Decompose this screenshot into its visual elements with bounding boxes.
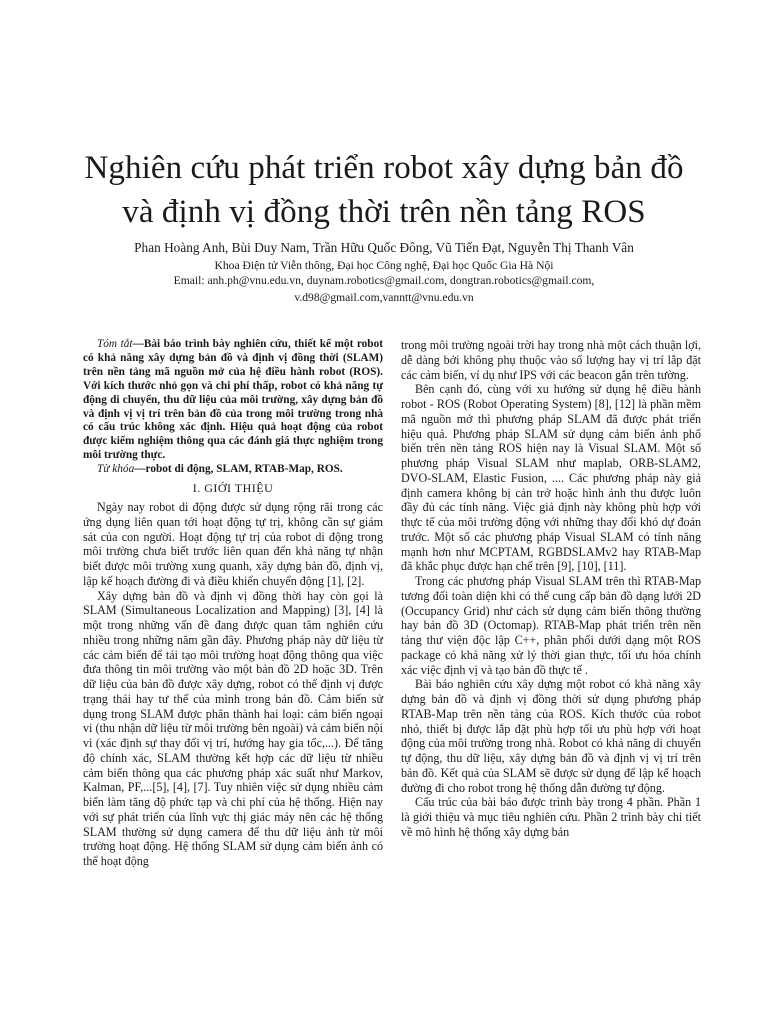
author-list: Phan Hoàng Anh, Bùi Duy Nam, Trần Hữu Quốc Đông, Vũ Tiến Đạt, Nguyễn Thị Thanh Vân (134, 240, 634, 255)
email-line-1: Email: anh.ph@vnu.edu.vn, duynam.robotics@gmail.com, dongtran.robotics@gmail.com, (173, 274, 595, 287)
email-line-2: v.d98@gmail.com,vanntt@vnu.edu.vn (294, 291, 474, 304)
paragraph: Ngày nay robot di động được sử dụng rộng rãi trong các ứng dụng liên quan tới hoạt động tự trị, không cần sự giám sát của con người. Hoạt động tự trị của robot di động trong môi trường chưa biết trước liên quan đến khả năng tự nhận biết được môi trường xung quanh, xây dựng bản đồ, định vị, lập kế hoạch đường đi và điều khiển chuyển động [1], [2]. (83, 500, 383, 588)
abstract (83, 338, 383, 463)
keywords (83, 463, 383, 477)
abstract-lead: Tóm tắt (97, 338, 133, 350)
keywords-lead: Từ khóa (97, 463, 135, 476)
paragraph: Xây dựng bản đồ và định vị đồng thời hay còn gọi là SLAM (Simultaneous Localization and Mapping) [3], [4] là một trong những vấn đề đang được quan tâm nghiên cứu nhiều trong những năm gần đây. Phương pháp này dữ liệu từ các cảm biến để tái tạo môi trường hoạt động thông qua việc đưa thông tin môi trường vào một bản đồ 2D hoặc 3D. Trên dữ liệu của bản đồ được xây dựng, robot có thể định vị được trạng thái hay tư thế của mình trong bản đồ. Cảm biến sử dụng trong SLAM được phân thành hai loại: cảm biến ngoại vi (thu nhận dữ liệu từ môi trường bên ngoài) và cảm biến nội vi (xác định sự thay đổi vị trí, hướng hay gia tốc,...). Để tăng độ chính xác, SLAM thường kết hợp các dữ liệu từ nhiều cảm biến thông qua các phương pháp xác suất như Markov, Kalman, PF,...[5], [4], [7]. Tuy nhiên việc sử dụng nhiều cảm biến làm tăng độ phức tạp và chi phí của hệ thống. Hiện nay với sự phát triển của lĩnh vực thị giác máy nên các hệ thống SLAM thường sử dụng camera để thu dữ liệu ảnh từ môi trường hoạt động. Hệ thống SLAM sử dụng cảm biến ảnh có thể hoạt động (83, 588, 383, 869)
paragraph: Bài báo nghiên cứu xây dựng một robot có khả năng xây dựng bản đồ và định vị đồng thời sử dụng phương pháp RTAB-Map trên nền tảng của ROS. Kích thước của robot nhỏ, thiết bị được lắp đặt phù hợp tối ưu phù hợp với hoạt động của môi trường trong nhà. Robot có khả năng di chuyển tự động, thu dữ liệu, xây dựng bản đồ và định vị vị trí trên bản đồ. Kết quả của SLAM sẽ được sử dụng để lập kế hoạch đường đi cho robot trong hệ thống dẫn đường tự động. (401, 677, 701, 795)
email-block (40, 272, 728, 306)
abstract-text: —Bài báo trình bày nghiên cứu, thiết kế một robot có khả năng xây dựng bản đồ và định vị đồng thời (SLAM) trên nền tảng mã nguồn mở của hệ điều hành robot (ROS). Với kích thước nhỏ gọn và chi phí thấp, robot có khả năng tự động di chuyển, thu dữ liệu của môi trường, xây dựng bản đồ và định vị vị trí trên bản đồ của trong môi trường trong nhà có cấu trúc không xác định. Hiệu quả hoạt động của robot được kiểm nghiệm thông qua các đánh giá thực nghiệm trong môi trường thực. (83, 338, 383, 462)
paragraph: Bên cạnh đó, cùng với xu hướng sử dụng hệ điều hành robot - ROS (Robot Operating System) [8], [12] là phần mềm mã nguồn mở thì phương pháp SLAM đã được phát triển hiệu quả. Phương pháp SLAM sử dụng cảm biến ảnh phổ biến trên nền tảng ROS hiện nay là Visual SLAM. Một số phương pháp Visual SLAM như maplab, ORB-SLAM2, DVO-SLAM, Elastic Fusion, .... Các phương pháp này giả định camera không bị cản trở hoặc hình ảnh thu được luôn đầy đủ các tính năng. Việc giả định này không phù hợp với thực tế của môi trường động với những thay đổi khó dự đoán trước. Một số các phương pháp Visual SLAM có tính năng mạnh hơn như MCPTAM, RGBDSLAMv2 hay RTAB-Map đã khắc phục được hạn chế trên [9], [10], [11]. (401, 382, 701, 574)
right-column (401, 338, 701, 840)
paragraph: trong môi trường ngoài trời hay trong nhà một cách thuận lợi, dễ dàng bởi không phụ thuộc vào số lượng hay vị trí lắp đặt các cảm biến, ví dụ như IPS với các beacon gắn trên tường. (401, 338, 701, 382)
keywords-text: —robot di động, SLAM, RTAB-Map, ROS. (134, 463, 343, 476)
paper-title (60, 146, 708, 234)
section-heading: I. GIỚI THIỆU (192, 481, 274, 496)
affiliation: Khoa Điện tử Viễn thông, Đại học Công nghệ, Đại học Quốc Gia Hà Nội (214, 259, 554, 272)
title-line-2: và định vị đồng thời trên nền tảng ROS (122, 194, 646, 230)
paragraph: Cấu trúc của bài báo được trình bày trong 4 phần. Phần 1 là giới thiệu và mục tiêu nghiên cứu. Phần 2 trình bày chi tiết về mô hình hệ thống xây dựng bản (401, 795, 701, 839)
title-line-1: Nghiên cứu phát triển robot xây dựng bản đồ (84, 150, 684, 186)
left-column (83, 338, 383, 869)
paragraph: Trong các phương pháp Visual SLAM trên thì RTAB-Map tương đối toàn diện khi có thể cung cấp bản đồ dạng lưới 2D (Occupancy Grid) như cách sử dụng cảm biến thông thường hay bản đồ 3D (Octomap). RTAB-Map phát triển trên nền tảng thư viện độc lập C++, phân phối dưới dạng một ROS package có khả năng xử lý thời gian thực, tối ưu hóa chính xác việc định vị và tạo bản đồ thực tế . (401, 574, 701, 677)
